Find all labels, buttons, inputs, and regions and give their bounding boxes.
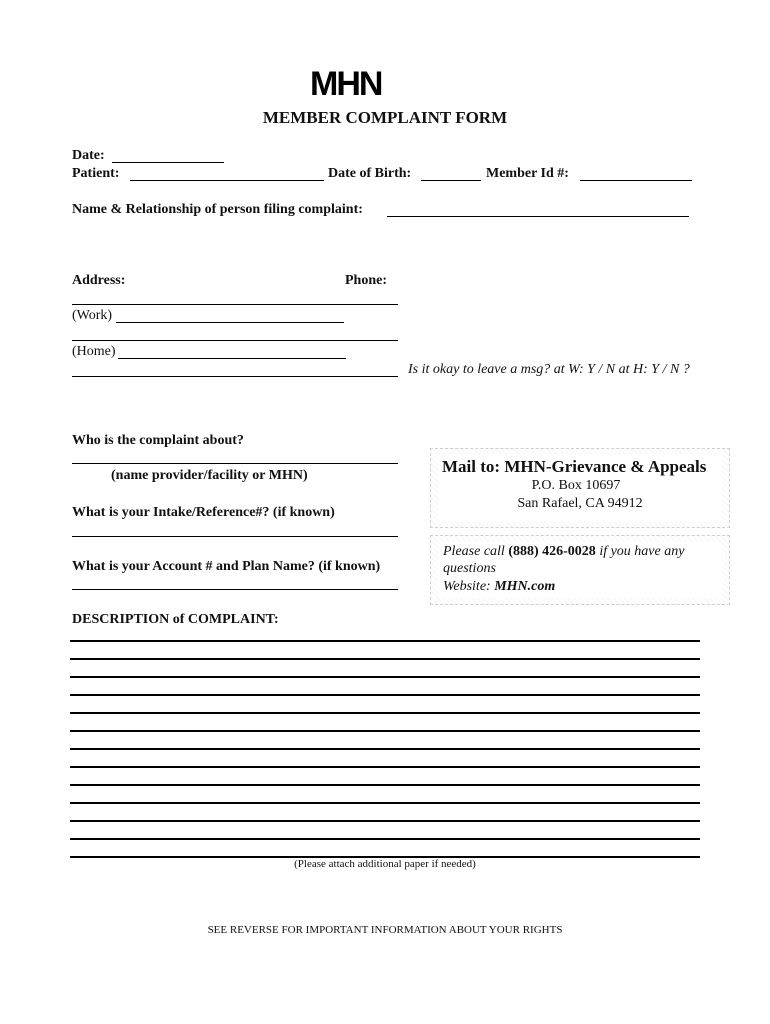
home-label: (Home) [72,344,116,359]
rights-note: SEE REVERSE FOR IMPORTANT INFORMATION ABOUT YOUR RIGHTS [207,924,563,936]
account-field[interactable] [72,589,398,590]
address-line-3[interactable] [72,376,398,377]
call-line-2: questions [443,561,496,576]
dob-label: Date of Birth: [328,166,412,181]
website-line [443,579,555,595]
work-phone-field[interactable] [116,322,344,323]
address-label: Address: [72,273,126,288]
description-line[interactable] [70,658,700,660]
description-line[interactable] [70,676,700,678]
account-label: What is your Account # and Plan Name? (if known) [72,559,381,574]
description-line[interactable] [70,640,700,642]
description-line[interactable] [70,748,700,750]
description-line[interactable] [70,838,700,840]
provider-hint: (name provider/facility or MHN) [111,468,308,483]
call-line [443,544,684,560]
description-line[interactable] [70,712,700,714]
member-id-field[interactable] [580,180,692,181]
description-line[interactable] [70,820,700,822]
leave-message-question: Is it okay to leave a msg? at W: Y / N at H: Y / N ? [408,362,690,377]
complaint-about-label: Who is the complaint about? [72,433,244,448]
description-label: DESCRIPTION of COMPLAINT: [72,612,279,627]
description-line[interactable] [70,694,700,696]
dob-field[interactable] [421,180,481,181]
website-link[interactable]: MHN.com [494,579,556,594]
date-field[interactable] [112,162,224,163]
mail-to-heading: Mail to: MHN-Grievance & Appeals [442,457,707,476]
mail-city-zip: San Rafael, CA 94912 [517,496,643,511]
member-id-label: Member Id #: [486,166,569,181]
call-suffix: if you have any [595,544,685,559]
mhn-logo: MHN [310,65,382,103]
description-line[interactable] [70,802,700,804]
website-prefix: Website: [443,579,495,594]
mail-po-box: P.O. Box 10697 [531,478,621,493]
home-phone-field[interactable] [118,358,346,359]
call-phone-number: (888) 426-0028 [508,544,596,559]
intake-label: What is your Intake/Reference#? (if known) [72,505,335,520]
address-line-2[interactable] [72,340,398,341]
patient-label: Patient: [72,166,120,181]
complaint-about-field[interactable] [72,463,398,464]
date-label: Date: [72,148,105,163]
phone-label: Phone: [345,273,387,288]
description-line[interactable] [70,730,700,732]
description-line[interactable] [70,766,700,768]
description-line[interactable] [70,784,700,786]
work-label: (Work) [72,308,113,323]
filer-label: Name & Relationship of person filing complaint: [72,202,363,217]
filer-field[interactable] [387,216,689,217]
address-line-1[interactable] [72,304,398,305]
page-title: MEMBER COMPLAINT FORM [262,108,508,127]
attach-note: (Please attach additional paper if needed) [294,858,476,870]
intake-field[interactable] [72,536,398,537]
patient-field[interactable] [130,180,324,181]
call-prefix: Please call [443,544,509,559]
